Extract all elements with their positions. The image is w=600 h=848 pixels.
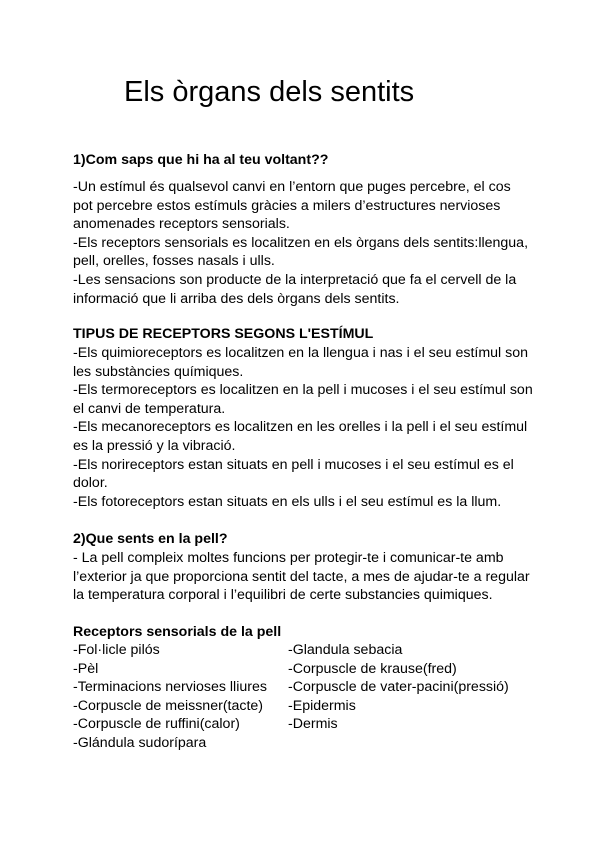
section-heading: TIPUS DE RECEPTORS SEGONS L'ESTÍMUL [73,326,374,342]
section-skin-receptors [73,623,533,642]
skin-receptors-list [73,641,533,753]
list-item: -Corpuscle de vater-pacini(pressió) [288,679,509,696]
paragraph: -Els fotoreceptors estan situats en els ulls i el seu estímul es la llum. [73,493,502,510]
section-receptor-types [73,325,533,511]
list-item: -Terminacions nervioses lliures [73,679,267,696]
list-item: -Pèl [73,660,99,677]
section-how-do-you-know [73,151,533,308]
paragraph: -Els quimioreceptors es localitzen en la llengua i nas i el seu estímul son les substàncies químiques. [73,345,529,380]
list-item: -Glándula sudorípara [73,734,207,751]
paragraph: -Els mecanoreceptors es localitzen en les orelles i la pell i el seu estímul es la pressió y la vibració. [73,419,528,454]
list-item: -Glandula sebacia [288,642,403,658]
list-item: -Corpuscle de meissner(tacte) [73,697,264,714]
receptors-column-left [73,641,288,753]
paragraph: -Els termoreceptors es localitzen en la pell i mucoses i el seu estímul son el canvi de temperatura. [73,382,533,417]
list-item: -Corpuscle de ruffini(calor) [73,716,240,733]
list-item: -Dermis [288,716,338,733]
paragraph: -Els receptors sensorials es localitzen en els òrgans dels sentits:llengua, pell, orelles, fosses nasals i ulls. [73,234,529,270]
list-item: -Corpuscle de krause(fred) [288,660,457,677]
section-heading: 2)Que sents en la pell? [73,531,228,547]
paragraph: -Els norireceptors estan situats en pell i mucoses i el seu estímul es el dolor. [73,456,514,492]
list-item: -Epidermis [288,697,356,714]
page-title: Els òrgans dels sentits [124,76,415,108]
paragraph: -Les sensacions son producte de la interpretació que fa el cervell de la informació que li arriba des dels òrgans dels sentits. [73,271,517,307]
paragraph: -Un estímul és qualsevol canvi en l’entorn que puges percebre, el cos pot percebre estos estímuls gràcies a milers d’estructures nervioses anomenades receptors sensorials. [73,179,511,233]
section-skin [73,530,533,605]
receptors-column-right [288,641,533,753]
list-item: -Fol·licle pilós [73,642,160,658]
section-heading: Receptors sensorials de la pell [73,624,282,640]
paragraph: - La pell compleix moltes funcions per protegir-te i comunicar-te amb l’exterior ja que proporciona sentit del tacte, a mes de ajudar-te a regular la temperatura corporal i l’equilibri de certe substancies quimiques. [73,550,530,604]
section-heading: 1)Com saps que hi ha al teu voltant?? [73,152,329,168]
